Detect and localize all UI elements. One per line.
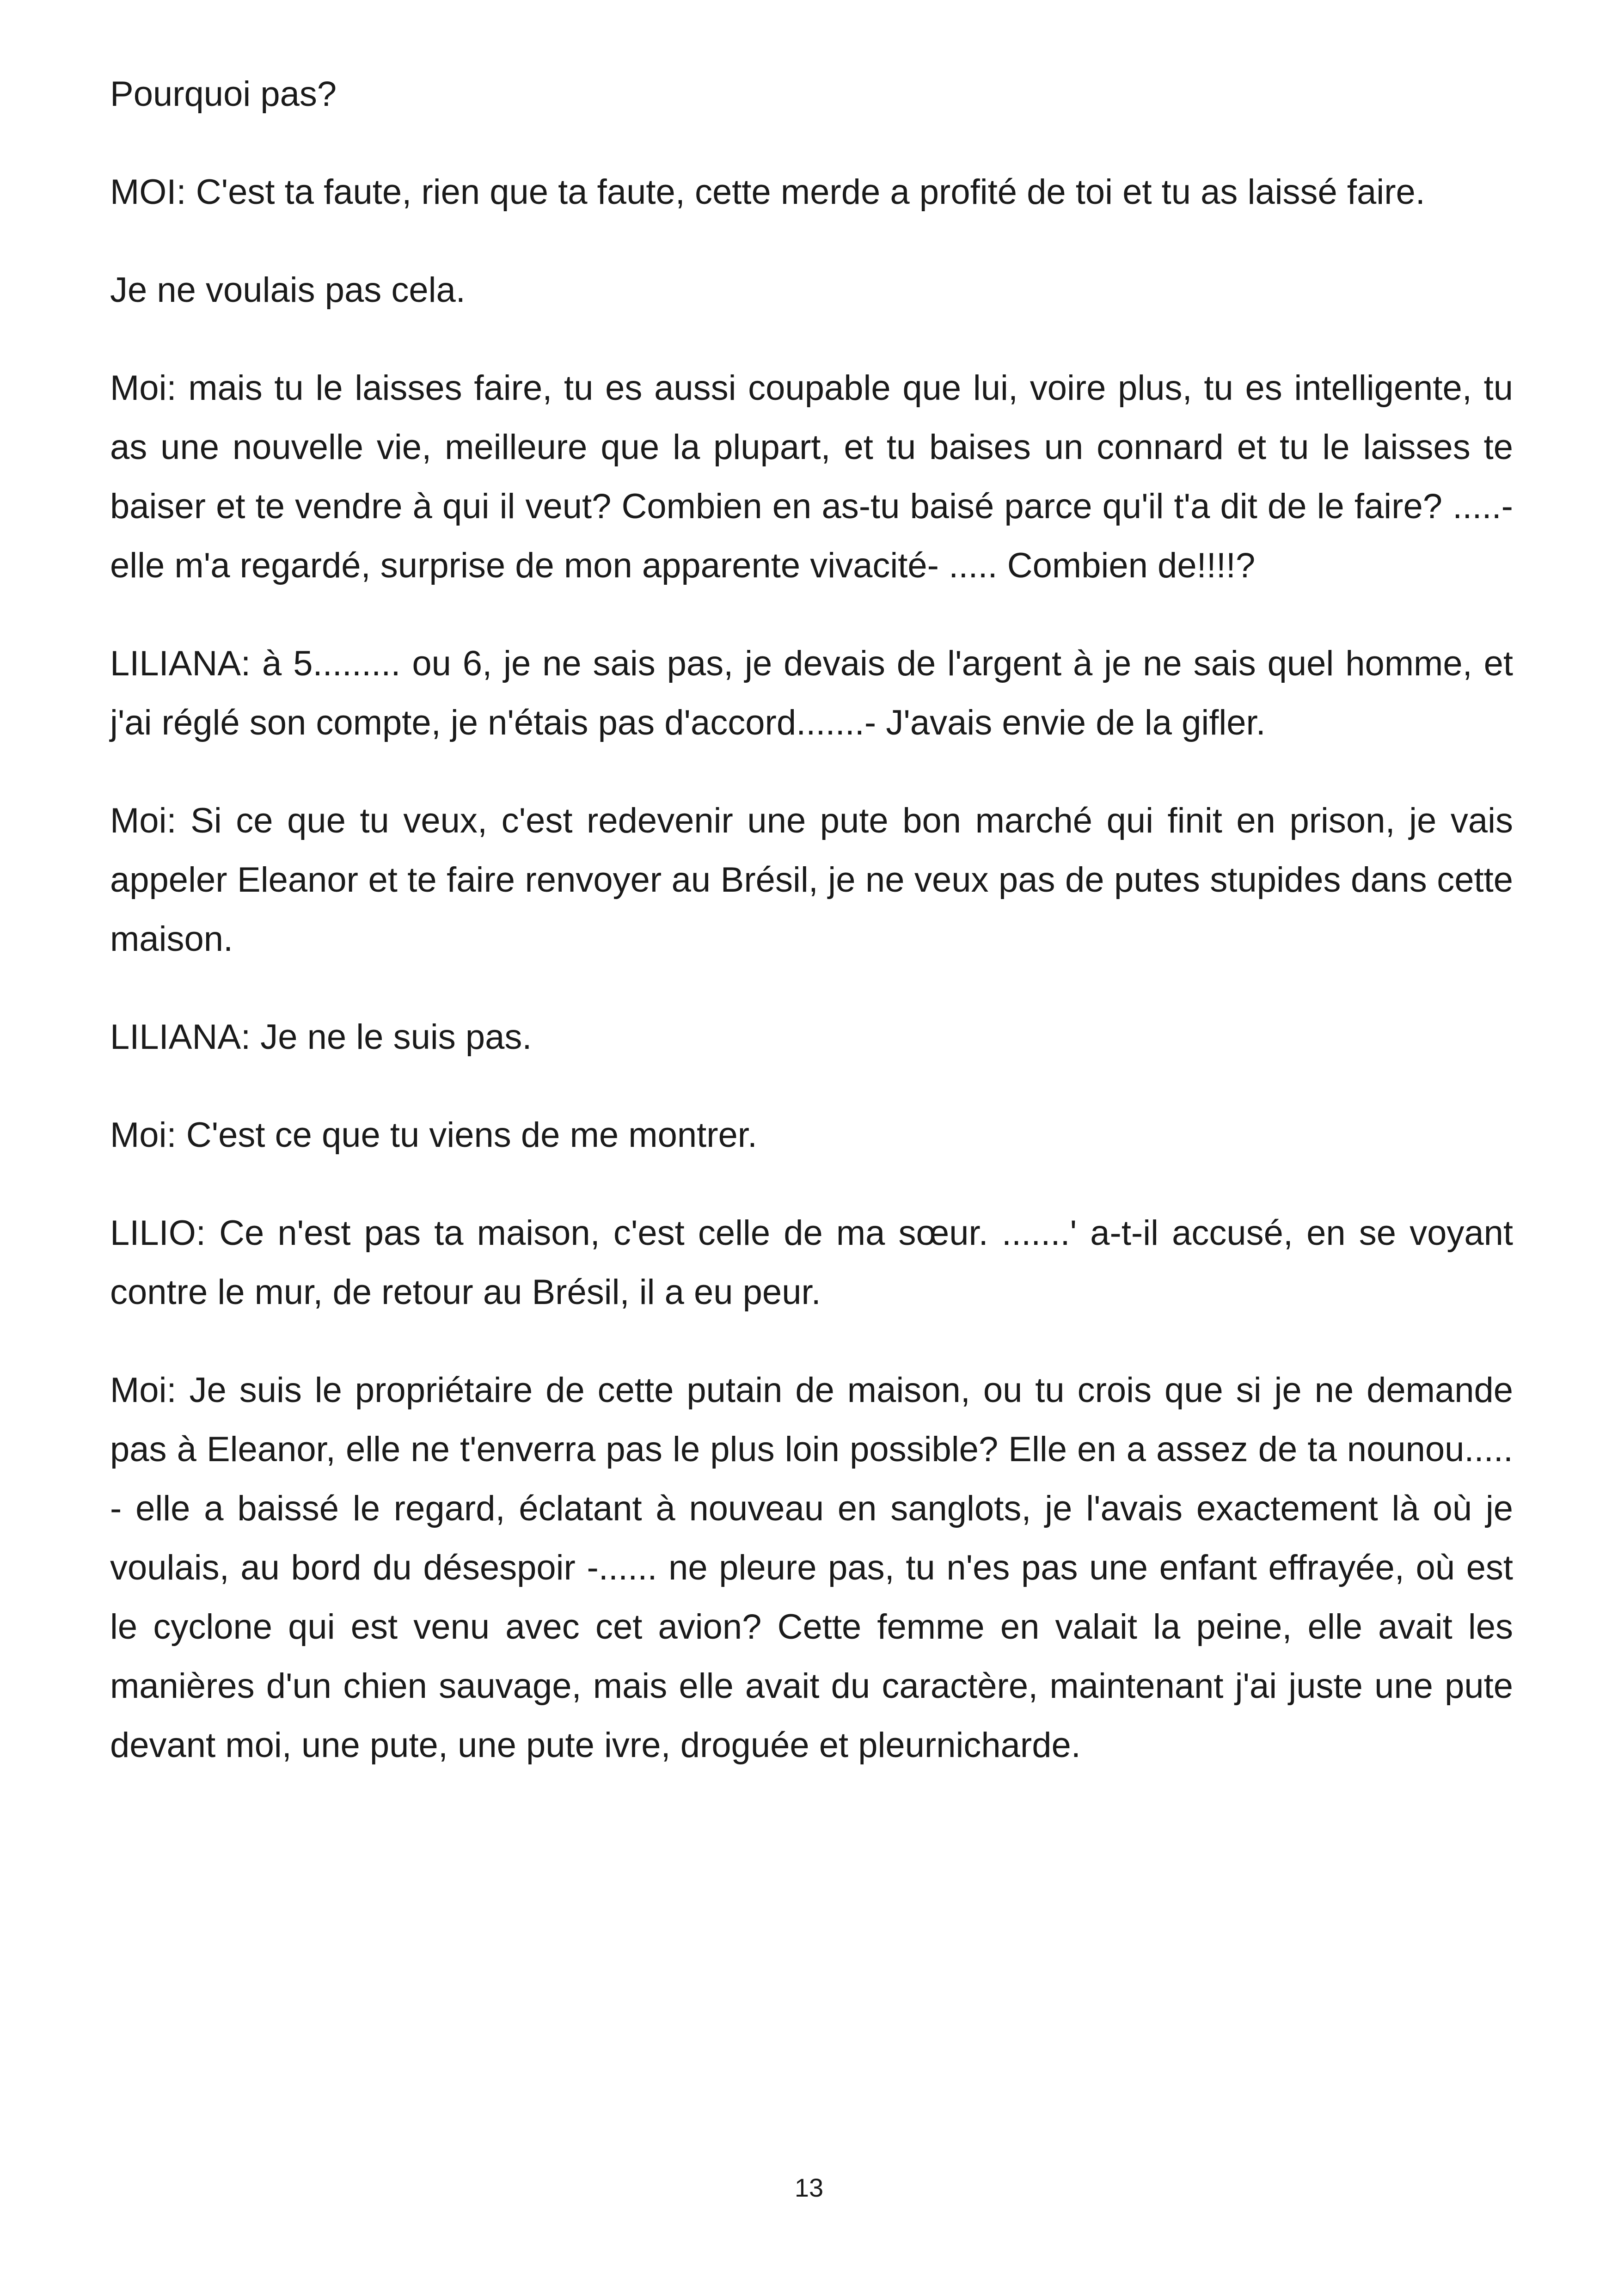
paragraph: Moi: mais tu le laisses faire, tu es aussi coupable que lui, voire plus, tu es intelligente, tu as une nouvelle vie, meilleure que la plupart, et tu baises un connard et tu le laisses te baiser et te vendre à qui il veut? Combien en as-tu baisé parce qu'il t'a dit de le faire? .....- elle m'a regardé, surprise de mon apparente vivacité- ..... Combien de!!!!? <box>110 368 1513 585</box>
paragraph: LILIO: Ce n'est pas ta maison, c'est celle de ma sœur. .......' a-t-il accusé, en se voyant contre le mur, de retour au Brésil, il a eu peur. <box>110 1213 1513 1312</box>
paragraph: Pourquoi pas? <box>110 74 337 114</box>
paragraph: Moi: Je suis le propriétaire de cette putain de maison, ou tu crois que si je ne demande pas à Eleanor, elle ne t'enverra pas le plus loin possible? Elle en a assez de ta nounou..... - elle a baissé le regard, éclatant à nouveau en sanglots, je l'avais exactement là où je voulais, au bord du désespoir -...... ne pleure pas, tu n'es pas une enfant effrayée, où est le cyclone qui est venu avec cet avion? Cette femme en valait la peine, elle avait les manières d'un chien sauvage, mais elle avait du caractère, maintenant j'ai juste une pute devant moi, une pute, une pute ivre, droguée et pleurnicharde. <box>110 1371 1513 1765</box>
paragraph: Moi: Si ce que tu veux, c'est redevenir une pute bon marché qui finit en prison, je vais appeler Eleanor et te faire renvoyer au Brésil, je ne veux pas de putes stupides dans cette maison. <box>110 801 1513 959</box>
page-number: 13 <box>794 2173 824 2202</box>
body-text <box>110 65 1513 1814</box>
paragraph: Moi: C'est ce que tu viens de me montrer. <box>110 1115 758 1155</box>
paragraph: MOI: C'est ta faute, rien que ta faute, cette merde a profité de toi et tu as laissé faire. <box>110 172 1425 212</box>
paragraph: LILIANA: à 5......... ou 6, je ne sais pas, je devais de l'argent à je ne sais quel homme, et j'ai réglé son compte, je n'étais pas d'accord.......- J'avais envie de la gifler. <box>110 644 1513 742</box>
paragraph: Je ne voulais pas cela. <box>110 270 466 310</box>
paragraph: LILIANA: Je ne le suis pas. <box>110 1017 532 1057</box>
